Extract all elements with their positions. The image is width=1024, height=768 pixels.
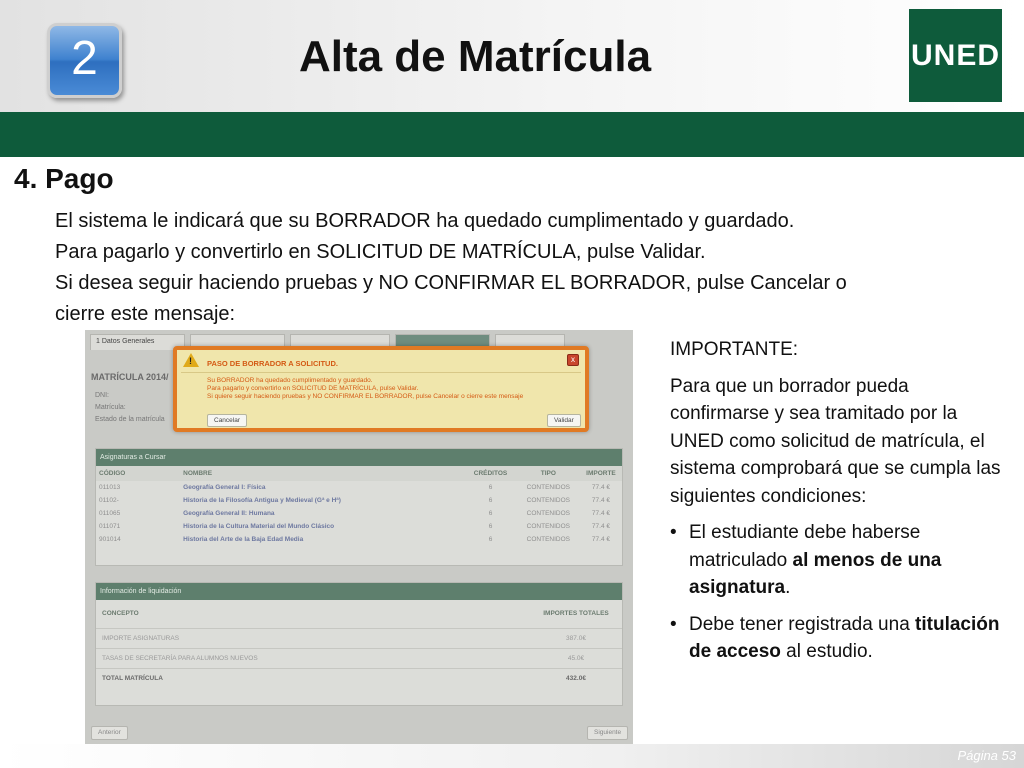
next-button[interactable]: Siguiente	[587, 726, 628, 740]
estado-label: Estado de la matrícula	[95, 416, 165, 423]
previous-button[interactable]: Anterior	[91, 726, 128, 740]
intro-line: cierre este mensaje:	[55, 303, 236, 325]
cell-code: 011065	[99, 510, 121, 517]
liquidation-header-row	[96, 604, 622, 624]
matricula-title: MATRÍCULA 2014/	[91, 372, 169, 382]
totals-header: IMPORTES TOTALES	[543, 610, 609, 617]
table-header-row	[96, 466, 622, 481]
close-icon[interactable]: x	[567, 354, 579, 366]
total-label: TOTAL MATRÍCULA	[102, 675, 163, 682]
table-row	[96, 507, 622, 520]
warning-glyph: !	[189, 356, 192, 366]
cell-type: CONTENIDOS	[526, 523, 571, 530]
liquidation-amount: 45.0€	[567, 655, 585, 662]
warning-icon	[183, 353, 199, 367]
liquidation-panel	[95, 582, 623, 706]
table-row	[96, 533, 622, 546]
liquidation-concept: TASAS DE SECRETARÍA PARA ALUMNOS NUEVOS	[102, 655, 258, 662]
subjects-panel	[95, 448, 623, 566]
liquidation-row	[96, 648, 622, 668]
condition-text: Debe tener registrada una	[689, 613, 916, 635]
liquidation-concept: IMPORTE ASIGNATURAS	[102, 635, 180, 642]
list-item	[670, 519, 1010, 602]
condition-suffix: al estudio.	[780, 641, 873, 662]
liquidation-panel-header: Información de liquidación	[96, 583, 622, 600]
concept-header: CONCEPTO	[102, 610, 139, 617]
student-info	[95, 390, 165, 426]
col-name: NOMBRE	[180, 466, 464, 481]
cell-amount: 77.4 €	[591, 523, 610, 530]
col-type: TIPO	[517, 466, 580, 481]
subject-link[interactable]: Historia de la Filosofía Antigua y Medieval (Gª e Hª)	[183, 497, 341, 504]
liquidation-amount: 387.0€	[566, 635, 586, 642]
cell-credits: 6	[488, 523, 493, 530]
condition-emphasis: al menos de una asignatura	[689, 549, 942, 598]
cell-credits: 6	[488, 510, 493, 517]
dialog-message-line: Para pagarlo y convertirlo en SOLICITUD DE MATRÍCULA, pulse Validar.	[207, 385, 419, 392]
uned-logo: UNED	[909, 9, 1002, 102]
col-code: CÓDIGO	[96, 466, 180, 481]
table-row	[96, 520, 622, 533]
draft-confirmation-dialog	[173, 346, 589, 432]
list-item	[670, 611, 1010, 666]
matricula-label: Matrícula:	[95, 404, 126, 411]
slide-header	[0, 0, 1024, 112]
cell-code: 011071	[99, 523, 121, 530]
table-row	[96, 481, 622, 494]
cell-credits: 6	[488, 497, 493, 504]
conditions-list	[670, 519, 1010, 666]
cell-code: 011013	[99, 484, 121, 491]
subjects-table	[96, 466, 622, 546]
intro-line: Si desea seguir haciendo pruebas y NO CONFIRMAR EL BORRADOR, pulse Cancelar o	[55, 272, 847, 294]
intro-line: El sistema le indicará que su BORRADOR ha quedado cumplimentado y guardado.	[55, 210, 795, 232]
subject-link[interactable]: Geografía General II: Humana	[183, 510, 275, 517]
subjects-panel-header: Asignaturas a Cursar	[96, 449, 622, 466]
section-heading: 4. Pago	[14, 163, 114, 194]
intro-line: Para pagarlo y convertirlo en SOLICITUD DE MATRÍCULA, pulse Validar.	[55, 241, 706, 263]
total-amount: 432.0€	[566, 675, 586, 682]
important-heading: IMPORTANTE:	[670, 339, 799, 360]
cell-credits: 6	[488, 484, 493, 491]
subject-link[interactable]: Historia de la Cultura Material del Mundo Clásico	[183, 523, 335, 530]
dni-label: DNI:	[95, 392, 109, 399]
dialog-message	[207, 377, 523, 401]
page-number: Página 53	[957, 748, 1016, 763]
slide-footer	[0, 744, 1024, 768]
cell-type: CONTENIDOS	[526, 484, 571, 491]
cell-code: 901014	[99, 536, 121, 543]
cell-amount: 77.4 €	[591, 510, 610, 517]
important-notes	[670, 336, 1010, 675]
subject-link[interactable]: Historia del Arte de la Baja Edad Media	[183, 536, 304, 543]
cancel-button[interactable]: Cancelar	[207, 414, 247, 427]
cell-code: 01102-	[99, 497, 119, 504]
dialog-title: PASO DE BORRADOR A SOLICITUD.	[207, 359, 338, 368]
intro-text	[55, 206, 955, 330]
col-amount: IMPORTE	[580, 466, 622, 481]
bullet-icon: •	[670, 522, 677, 543]
tab-datos-generales[interactable]: 1 Datos Generales	[90, 334, 185, 350]
header-divider-bar	[0, 112, 1024, 157]
liquidation-row	[96, 628, 622, 648]
col-credits: CRÉDITOS	[464, 466, 517, 481]
step-number-badge: 2	[47, 23, 122, 98]
bullet-icon: •	[670, 613, 677, 635]
condition-suffix: .	[785, 577, 791, 598]
condition-text: El estudiante debe haberse matriculado	[689, 522, 921, 571]
cell-amount: 77.4 €	[591, 484, 610, 491]
cell-credits: 6	[488, 536, 493, 543]
dialog-message-line: Su BORRADOR ha quedado cumplimentado y guardado.	[207, 377, 373, 384]
dialog-divider	[181, 372, 581, 373]
page-title: Alta de Matrícula	[298, 32, 652, 81]
cell-type: CONTENIDOS	[526, 510, 571, 517]
enrollment-screenshot	[85, 330, 633, 744]
cell-type: CONTENIDOS	[526, 536, 571, 543]
dialog-message-line: Si quiere seguir haciendo pruebas y NO CONFIRMAR EL BORRADOR, pulse Cancelar o cierre este mensaje	[207, 393, 524, 400]
cell-type: CONTENIDOS	[526, 497, 571, 504]
cell-amount: 77.4 €	[591, 497, 610, 504]
condition-emphasis: titulación de acceso	[689, 613, 1000, 662]
important-paragraph: Para que un borrador pueda confirmarse y sea tramitado por la UNED como solicitud de matrícula, el sistema comprobará que se cumpla las siguientes condiciones:	[670, 375, 1001, 507]
validate-button[interactable]: Validar	[547, 414, 581, 427]
subject-link[interactable]: Geografía General I: Física	[183, 484, 266, 491]
table-row	[96, 494, 622, 507]
cell-amount: 77.4 €	[591, 536, 610, 543]
liquidation-total-row	[96, 668, 622, 688]
